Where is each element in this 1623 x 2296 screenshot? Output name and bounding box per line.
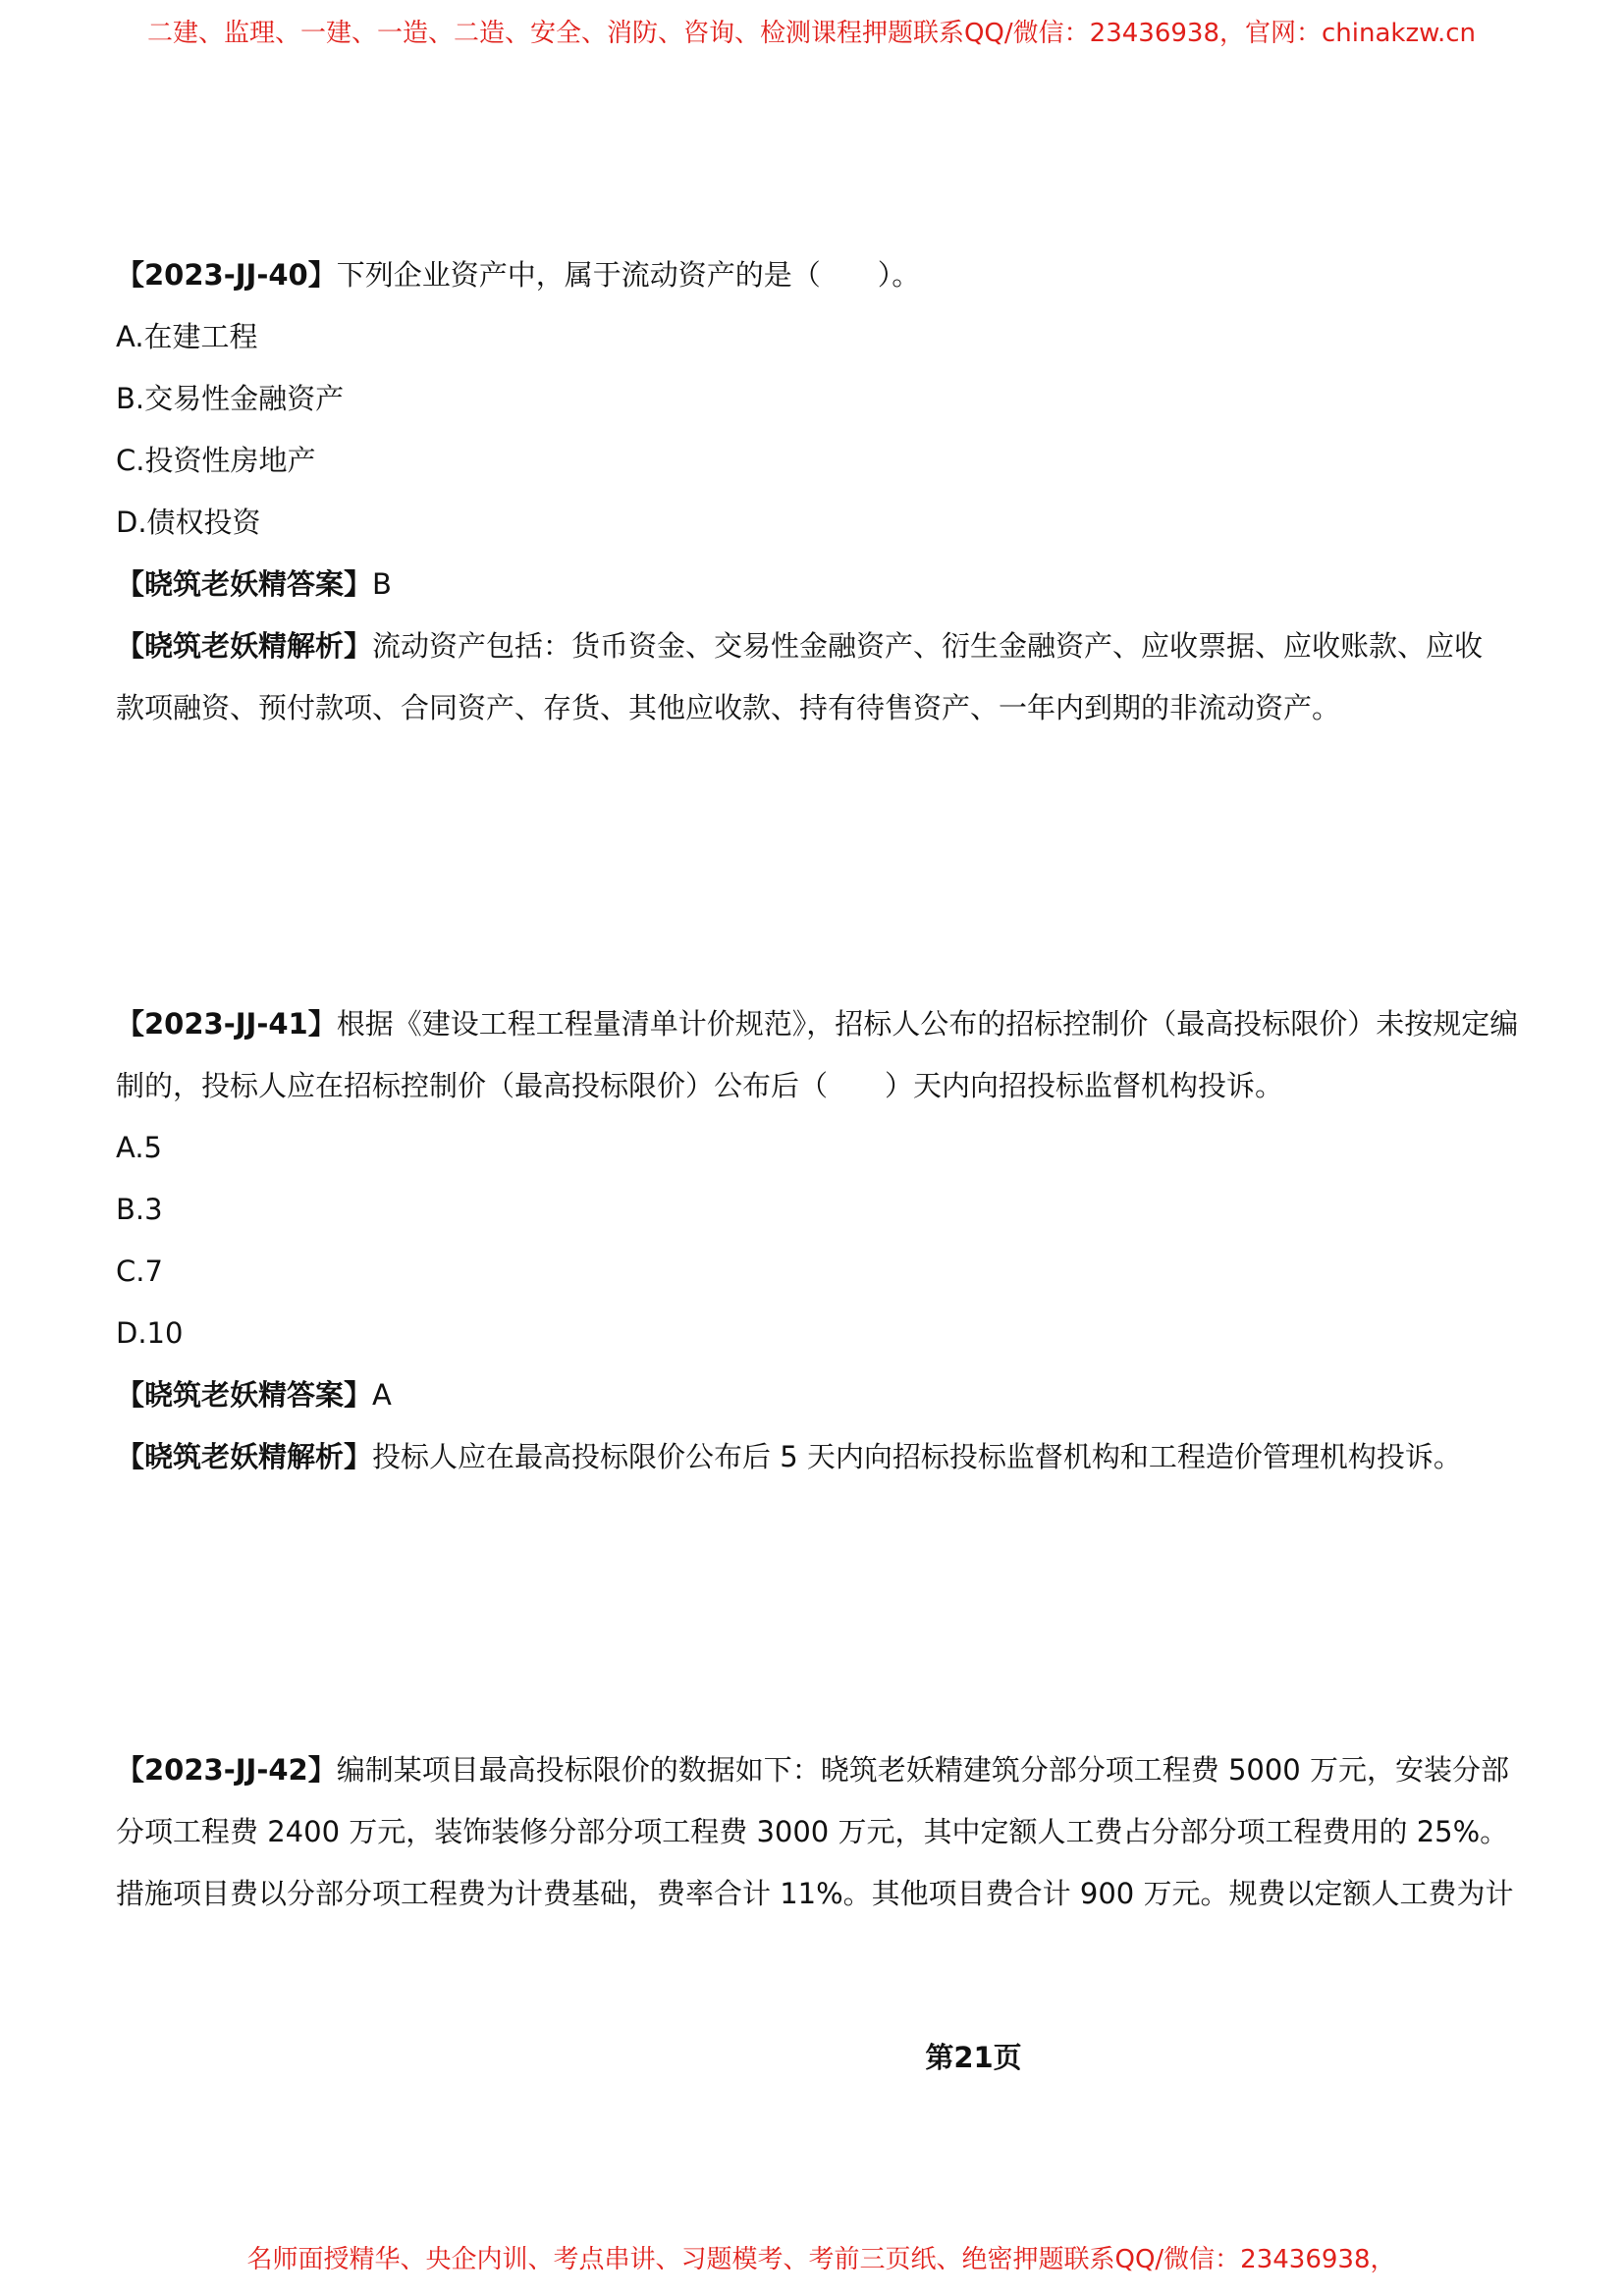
option-b: B.交易性金融资产 [116,382,345,415]
option-d: D.债权投资 [116,506,261,539]
analysis-line: 【晓筑老妖精解析】投标人应在最高投标限价公布后 5 天内向招标投标监督机构和工程造价管理机构投诉。 [116,1440,1462,1473]
option-a: A.5 [116,1131,162,1164]
bracket-tag: 【晓筑老妖精解析】 [116,629,373,663]
bracket-tag: 【2023-JJ-41】 [116,1007,337,1041]
answer: 【晓筑老妖精答案】A [116,1378,392,1412]
analysis-line: 【晓筑老妖精解析】流动资产包括：货币资金、交易性金融资产、衍生金融资产、应收票据、应收账款、应收 [116,629,1484,663]
page-number: 第21页 [925,2041,1022,2074]
option-a: A.在建工程 [116,320,258,353]
option-c: C.投资性房地产 [116,444,316,477]
answer: 【晓筑老妖精答案】B [116,567,392,601]
option-d: D.10 [116,1316,184,1350]
bracket-tag: 【晓筑老妖精答案】 [116,1378,373,1412]
question-stem: 【2023-JJ-40】下列企业资产中，属于流动资产的是（ ）。 [116,258,921,292]
question-42 [116,1739,1520,1925]
question-40 [116,244,1520,739]
bracket-tag: 【2023-JJ-42】 [116,1753,337,1787]
bracket-tag: 【晓筑老妖精答案】 [116,567,373,601]
header-banner: 二建、监理、一建、一造、二造、安全、消防、咨询、检测课程押题联系QQ/微信：23436938，官网：chinakzw.cn [146,19,1477,48]
question-stem: 制的，投标人应在招标控制价（最高投标限价）公布后（ ）天内向招投标监督机构投诉。 [116,1069,1284,1102]
footer-banner: 名师面授精华、央企内训、考点串讲、习题模考、考前三页纸、绝密押题联系QQ/微信：23436938， [246,2245,1396,2274]
option-c: C.7 [116,1255,163,1288]
bracket-tag: 【晓筑老妖精解析】 [116,1440,373,1473]
question-stem: 【2023-JJ-41】根据《建设工程工程量清单计价规范》，招标人公布的招标控制价（最高投标限价）未按规定编 [116,1007,1519,1041]
question-stem: 【2023-JJ-42】编制某项目最高投标限价的数据如下：晓筑老妖精建筑分部分项工程费 5000 万元，安装分部 [116,1753,1509,1787]
analysis-line: 款项融资、预付款项、合同资产、存货、其他应收款、持有待售资产、一年内到期的非流动资产。 [116,691,1341,724]
question-stem: 分项工程费 2400 万元，装饰装修分部分项工程费 3000 万元，其中定额人工费占分部分项工程费用的 25%。 [116,1815,1509,1848]
question-stem: 措施项目费以分部分项工程费为计费基础，费率合计 11%。其他项目费合计 900 万元。规费以定额人工费为计 [116,1877,1514,1910]
option-b: B.3 [116,1193,163,1226]
bracket-tag: 【2023-JJ-40】 [116,258,337,292]
question-41 [116,993,1520,1488]
